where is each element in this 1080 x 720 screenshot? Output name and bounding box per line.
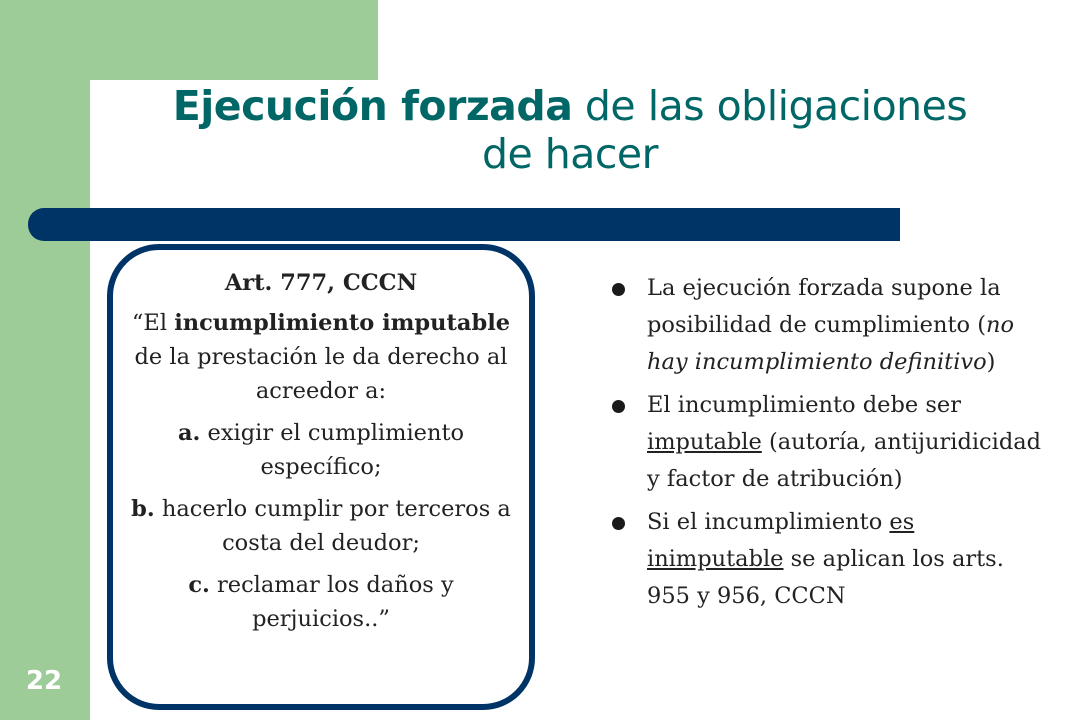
title-bold-part: Ejecución forzada: [172, 82, 573, 130]
article-item-b: [127, 492, 515, 560]
bullet-text-end: (autoría, antijuridicidad y factor de atribución): [647, 429, 1042, 492]
bullet-dot-icon: [612, 283, 625, 296]
article-item-c: [127, 568, 515, 636]
title-divider-bar: [28, 208, 900, 241]
article-intro: [127, 306, 515, 408]
title-rest-line1: de las obligaciones: [572, 82, 968, 130]
bullet-list: [612, 270, 1052, 621]
bullet-text: El incumplimiento debe ser: [647, 392, 961, 418]
page-number: 22: [25, 666, 63, 696]
intro-rest: de la prestación le da derecho al acreedor a:: [134, 344, 508, 404]
bullet-item: [612, 504, 1052, 615]
item-text: exigir el cumplimiento específico;: [200, 420, 465, 480]
item-text: reclamar los daños y perjuicios..”: [209, 572, 454, 632]
green-top-block: [90, 0, 378, 80]
article-quote-box: [107, 244, 535, 710]
item-letter: b.: [131, 496, 155, 522]
intro-bold: incumplimiento imputable: [174, 310, 511, 336]
bullet-text-end: se aplican los arts. 955 y 956, CCCN: [647, 546, 1004, 609]
slide-title: [120, 82, 1020, 178]
item-letter: c.: [188, 572, 210, 598]
intro-open: “El: [131, 310, 175, 336]
bullet-item: [612, 270, 1052, 381]
bullet-dot-icon: [612, 517, 625, 530]
bullet-italic: no hay incumplimiento definitivo: [647, 312, 1015, 375]
title-line2: de hacer: [481, 130, 658, 178]
item-letter: a.: [177, 420, 201, 446]
bullet-text: Si el incumplimiento: [647, 509, 890, 535]
bullet-dot-icon: [612, 400, 625, 413]
green-sidebar: [0, 0, 90, 720]
article-item-a: [127, 416, 515, 484]
article-heading: Art. 777, CCCN: [224, 270, 418, 296]
bullet-text-end: ): [986, 349, 996, 375]
bullet-underline: imputable: [647, 429, 762, 455]
item-text: hacerlo cumplir por terceros a costa del deudor;: [154, 496, 511, 556]
bullet-text: La ejecución forzada supone la posibilidad de cumplimiento (: [647, 275, 1001, 338]
bullet-underline: es inimputable: [647, 509, 915, 572]
bullet-item: [612, 387, 1052, 498]
